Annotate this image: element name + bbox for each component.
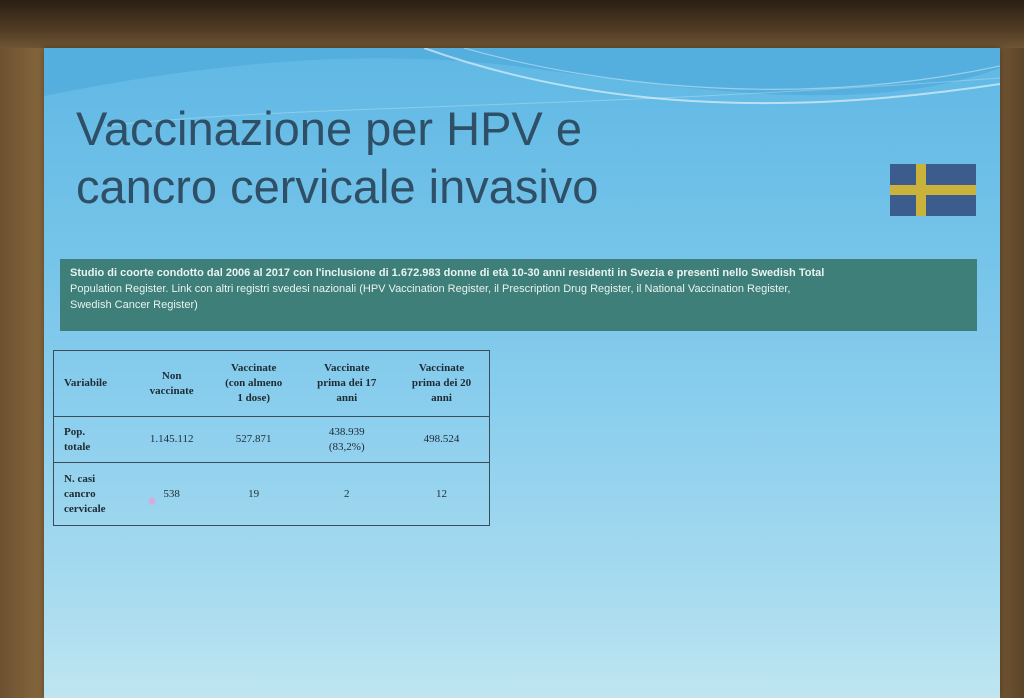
cell-casi-vaccinate-dose: 19 — [248, 487, 260, 500]
cell-pop-vaccinate-17 — [299, 417, 394, 463]
header-variabile: Variabile — [64, 377, 107, 389]
header-non-vaccinate-l1: Non — [161, 369, 182, 382]
header-vaccinate-dose — [208, 351, 300, 417]
header-non-vaccinate-l2: vaccinate — [149, 384, 194, 397]
row-label-casi-l1: N. casi — [64, 472, 96, 485]
header-vaccinate-17 — [299, 351, 394, 417]
row-label-casi-cancro — [54, 463, 136, 526]
banner-line-2: Population Register. Link con altri registri svedesi nazionali (HPV Vaccination Register, il Prescription Drug Register, il National Vaccination Register, — [70, 283, 791, 295]
header-vaccinate-20-l2: prima dei 20 — [411, 377, 472, 389]
projection-screen — [44, 48, 1000, 698]
sweden-flag-icon — [890, 164, 976, 216]
cell-casi-vaccinate-20: 12 — [436, 487, 448, 500]
cell-pop-non-vaccinate: 1.145.112 — [149, 433, 194, 445]
table-row — [54, 463, 490, 526]
cell-pop-vaccinate-20: 498.524 — [423, 433, 460, 445]
banner-line-1: Studio di coorte condotto dal 2006 al 2017 con l'inclusione di 1.672.983 donne di età 10-30 anni residenti in Svezia e presenti nello Swedish Total — [70, 267, 825, 279]
table-row — [54, 417, 490, 463]
row-label-casi-l2: cancro — [64, 487, 96, 500]
cell-pop-vaccinate-dose: 527.871 — [235, 433, 272, 445]
cell-pop-vaccinate-17-percent: (83,2%) — [328, 440, 365, 453]
vaccination-results-table — [53, 350, 490, 526]
cell-casi-non-vaccinate: 538 — [163, 487, 180, 500]
cell-casi-vaccinate-17: 2 — [344, 487, 350, 500]
header-vaccinate-dose-l1: Vaccinate — [230, 362, 277, 374]
header-vaccinate-dose-l3: 1 dose) — [237, 392, 271, 404]
header-vaccinate-dose-l2: (con almeno — [225, 377, 283, 389]
row-label-pop-l2: totale — [64, 440, 91, 453]
slide-title-line1: Vaccinazione per HPV e — [76, 102, 582, 155]
header-vaccinate-17-l3: anni — [336, 392, 358, 404]
table-header-row — [54, 351, 490, 417]
header-vaccinate-17-l1: Vaccinate — [324, 362, 370, 374]
banner-line-3: Swedish Cancer Register) — [70, 299, 198, 311]
row-label-pop-l1: Pop. — [64, 425, 86, 438]
row-label-casi-l3: cervicale — [64, 502, 106, 515]
cell-pop-vaccinate-17-value: 438.939 — [328, 425, 365, 438]
header-non-vaccinate — [135, 351, 207, 417]
header-vaccinate-17-l2: prima dei 17 — [317, 377, 377, 389]
slide-title-line2: cancro cervicale invasivo — [76, 160, 599, 213]
laser-pointer-dot — [148, 497, 156, 505]
slide-title — [76, 100, 836, 216]
study-description-banner — [60, 259, 977, 331]
header-vaccinate-20 — [394, 351, 489, 417]
header-vaccinate-20-l1: Vaccinate — [418, 362, 465, 374]
header-vaccinate-20-l3: anni — [431, 392, 452, 404]
room-background-top — [0, 0, 1024, 48]
row-label-pop-totale — [54, 417, 136, 463]
